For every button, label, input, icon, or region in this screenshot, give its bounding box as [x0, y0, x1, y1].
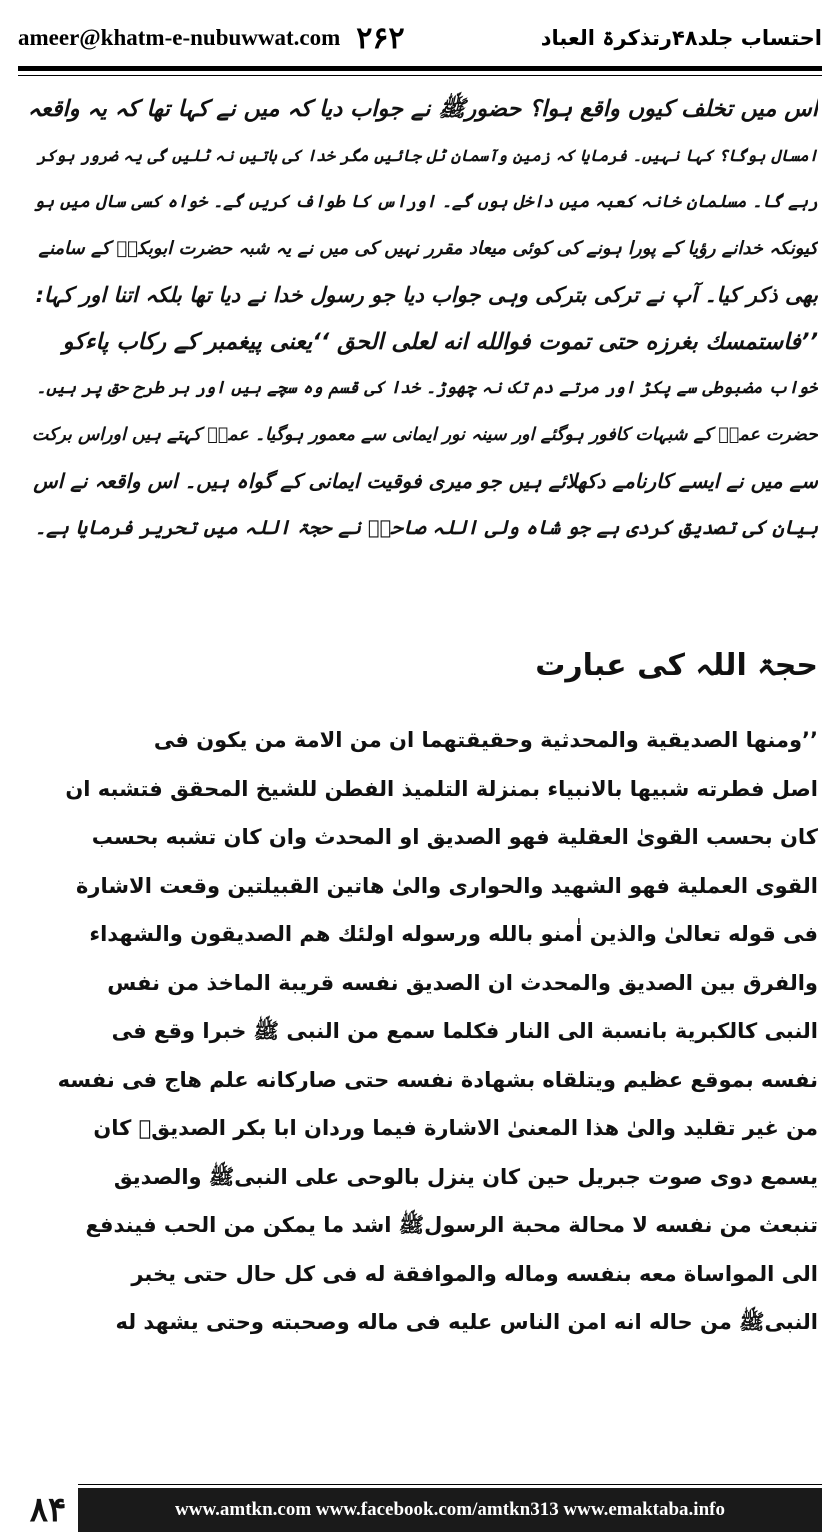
header-page-number: ۲۶۲: [356, 21, 405, 55]
urdu-line: بیان کی تصدیق کردی ہے جو شاہ ولی اللہ صاحبؒ نے حجۃ اللہ میں تحریر فرمایا ہے۔: [34, 515, 818, 539]
arabic-line: ’’ومنها الصديقية والمحدثية وحقيقتهما ان من الامة من يكون فى: [153, 728, 818, 752]
arabic-line: النبىﷺ من حاله انه امن الناس عليه فى ماله وصحبته وحتى يشهد له: [115, 1310, 818, 1334]
arabic-line: يسمع دوى صوت جبريل حين كان ينزل بالوحى على النبىﷺ والصديق: [113, 1164, 818, 1189]
header-email: ameer@khatm-e-nubuwwat.com: [18, 25, 341, 50]
urdu-line: ’’فاستمسك بغرزه حتى تموت فوالله انه لعلى الحق ‘‘یعنی پیغمبر کے رکاب پاءکو: [62, 328, 818, 355]
arabic-line: القوى العملية فهو الشهيد والحوارى والىٰ هاتين القبيلتين وقعت الاشارة: [76, 873, 818, 898]
arabic-line: كان بحسب القوىٰ العقلية فهو الصديق او المحدث وان كان تشبه بحسب: [91, 825, 818, 849]
header-left: [18, 21, 405, 56]
urdu-line: کیونکہ خدانے رؤیا کے پورا ہونے کی کوئی میعاد مقرر نہیں کی میں نے یہ شبہ حضرت ابوبکرؓ کے سامنے: [38, 237, 818, 259]
arabic-line: اصل فطرته شبيها بالانبياء بمنزلة التلميذ الفطن للشيخ المحقق فتشبه ان: [65, 776, 818, 801]
urdu-line: سے میں نے ایسے کارنامے دکھلائے ہیں جو میری فوقیت ایمانی کے گواہ ہیں۔ اس واقعہ نے اس: [33, 469, 818, 493]
arabic-line: نفسه بموقع عظيم ويتلقاه بشهادة نفسه حتى صاركانه علم هاج فى نفسه: [57, 1067, 818, 1092]
urdu-line: اس میں تخلف کیوں واقع ہوا؟ حضورﷺ نے جواب دیا کہ میں نے کہا تھا کہ یہ واقعہ: [27, 96, 818, 122]
page-footer: [18, 1488, 822, 1532]
arabic-line: والفرق بين الصديق والمحدث ان الصديق نفسه قريبة الماخذ من نفس: [107, 970, 818, 995]
urdu-line: حضرت عمرؓ کے شبہات کافور ہوگئے اور سینہ نور ایمانی سے معمور ہوگیا۔ عمرؓ کہتے ہیں اوراس برکت: [31, 424, 818, 445]
footer-page-number: ۸۴: [29, 1492, 67, 1529]
arabic-line: الى المواساة معه بنفسه وماله والموافقة له فى كل حال حتى يخبر: [131, 1261, 818, 1286]
urdu-line: امسال ہوگا؟ کہا نہیں۔ فرمایا کہ زمین وآسمان ٹل جائیں مگر خدا کی باتیں نہ ٹلیں گی یہ ضرور ہوکر: [37, 145, 818, 165]
arabic-line: فى قوله تعالىٰ والذين اٰمنو بالله ورسوله اولئك هم الصديقون والشهداء: [89, 922, 818, 946]
urdu-line: بھی ذکر کیا۔ آپ نے ترکی بترکی وہی جواب دیا جو رسول خدا نے دیا تھا بلکہ اتنا اور کہا:: [35, 283, 818, 307]
header-book-title: احتساب جلد۴۸رتذکرۃ العباد: [540, 26, 822, 50]
header-rule-thin: [18, 75, 822, 76]
arabic-line: النبى كالكبرية بانسبة الى النار فكلما سمع من النبى ﷺ خبرا وقع فى: [111, 1019, 818, 1043]
urdu-paragraph: [20, 86, 818, 551]
arabic-line: من غير تقليد والىٰ هذا المعنىٰ الاشارة فيما وردان ابا بكر الصديقؓ كان: [93, 1116, 818, 1140]
arabic-quotation: [20, 716, 818, 1347]
arabic-line: تنبعث من نفسه لا محالة محبة الرسولﷺ اشد ما يمكن من الحب فيندفع: [85, 1213, 818, 1237]
urdu-line: رہے گا۔ مسلمان خانہ کعبہ میں داخل ہوں گے۔ اوراس کا طواف کریں گے۔ خواہ کسی سال میں ہو: [34, 192, 818, 212]
section-heading: حجۃ اللہ کی عبارت: [535, 648, 818, 683]
footer-links: www.amtkn.com www.facebook.com/amtkn313 www.emaktaba.info: [78, 1488, 822, 1532]
header-rule-thick: [18, 66, 822, 71]
footer-rule: [78, 1484, 822, 1485]
urdu-line: خواب مضبوطی سے پکڑ اور مرتے دم تک نہ چھوڑ۔ خدا کی قسم وہ سچے ہیں اور ہر طرح حق پر ہیں۔: [36, 378, 818, 398]
page-header: [18, 12, 822, 64]
